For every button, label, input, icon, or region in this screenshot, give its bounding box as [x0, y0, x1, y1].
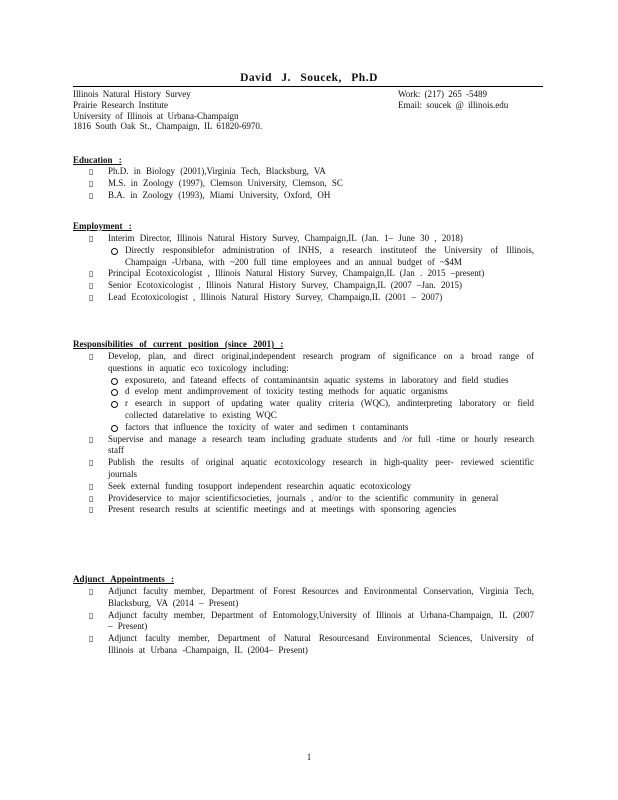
list-item: ▯ M.S. in Zoology (1997), Clemson University, Clemson, SC: [89, 177, 343, 188]
circle-bullet-icon: [111, 425, 118, 432]
employment-list: [89, 233, 534, 304]
bullet-icon: ▯: [89, 352, 94, 361]
list-item: ▯ Ph.D. in Biology (2001),Virginia Tech, Blacksburg, VA: [89, 166, 326, 176]
bullet-icon: ▯: [89, 190, 94, 200]
education-heading: Education :: [73, 155, 122, 165]
list-item: ▯ Present research results at scientific meetings and at meetings with sponsoring agencies: [89, 504, 457, 515]
address-line: Prairie Research Institute: [73, 99, 168, 110]
sub-list-item: r esearch in support of updating water quality criteria (WQC), andinterpreting laboratory or field collected datarelative to existing WQC: [111, 398, 534, 422]
address-block: [73, 89, 262, 132]
bullet-icon: ▯: [89, 634, 94, 644]
cv-name: David J. Soucek, Ph.D: [240, 72, 378, 84]
sub-list-item: Directly responsiblefor administration of INHS, a research instituteof the University of Illinois, Champaign -Urbana, with ~200 full time employees and an annual budget of ~$4M: [111, 245, 534, 269]
adjunct-list: [89, 586, 534, 657]
circle-bullet-icon: [111, 389, 118, 396]
education-list: [89, 166, 534, 201]
bullet-icon: ▯: [89, 281, 94, 291]
page-number: 1: [306, 752, 312, 762]
address-line: University of Illinois at Urbana-Champaign: [73, 110, 239, 121]
list-item: ▯ Adjunct faculty member, Department of Natural Resourcesand Environmental Sciences, University of Illinois at Urbana -Champaign, IL (2004– Present): [89, 633, 534, 655]
bullet-icon: ▯: [89, 178, 94, 188]
circle-bullet-icon: [111, 378, 118, 385]
list-item: ▯ Lead Ecotoxicologist , Illinois Natural History Survey, Champaign,IL (2001 – 2007): [89, 291, 443, 302]
list-item: ▯ Adjunct faculty member, Department of Entomology,University of Illinois at Urbana-Champaign, IL (2007 – Present): [89, 609, 534, 632]
list-item: ▯ Supervise and manage a research team including graduate students and /or full -time or hourly research staff: [89, 433, 534, 456]
email: Email: soucek @ illinois.edu: [398, 99, 509, 110]
sub-list-item: exposureto, and fateand effects of contaminantsin aquatic systems in laboratory and field studies: [111, 375, 534, 387]
list-item: ▯ Seek external funding tosupport independent researchin aquatic ecotoxicology: [89, 480, 412, 491]
bullet-icon: ▯: [89, 587, 94, 596]
responsibilities-heading: Responsibilities of current position (since 2001) :: [73, 339, 284, 349]
list-item: ▯ B.A. in Zoology (1993), Miami University, Oxford, OH: [89, 189, 331, 200]
employment-heading: Employment :: [73, 221, 132, 231]
circle-bullet-icon: [111, 401, 118, 408]
list-item: ▯ Develop, plan, and direct original,independent research program of significance on a broad range of questions in aquatic eco toxicology including:: [89, 351, 534, 373]
responsibilities-list: [89, 351, 534, 516]
header-rule: [73, 86, 543, 87]
list-item: ▯ Provideservice to major scientificsocieties, journals , and/or to the scientific community in general: [89, 492, 499, 503]
sub-list-item: d evelop ment andimprovement of toxicity testing methods for aquatic organisms: [111, 386, 534, 398]
list-item: ▯ Publish the results of original aquatic ecotoxicology research in high-quality peer- reviewed scientific journals: [89, 457, 534, 479]
sub-list-item: factors that influence the toxicity of water and sedimen t contaminants: [111, 422, 534, 434]
address-line: 1816 South Oak St., Champaign, IL 61820-6970.: [73, 121, 263, 132]
list-item: ▯ Principal Ecotoxicologist , Illinois Natural History Survey, Champaign,IL (Jan . 2015 –present): [89, 268, 485, 279]
list-item: ▯ Senior Ecotoxicologist , Illinois Natural History Survey, Champaign,IL (2007 –Jan. 2015): [89, 280, 463, 291]
work-phone: Work: (217) 265 -5489: [398, 89, 488, 99]
list-item: ▯ Interim Director, Illinois Natural History Survey, Champaign,IL (Jan. 1– June 30 , 2018): [89, 233, 463, 243]
adjunct-heading: Adjunct Appointments :: [73, 574, 175, 584]
circle-bullet-icon: [111, 248, 118, 255]
bullet-icon: ▯: [89, 434, 94, 444]
list-item: ▯ Adjunct faculty member, Department of Forest Resources and Environmental Conservation, Virginia Tech, Blacksburg, VA (2014 – Present): [89, 586, 534, 608]
address-line: Illinois Natural History Survey: [73, 89, 191, 99]
bullet-icon: ▯: [89, 269, 94, 279]
contact-block: [398, 89, 508, 111]
bullet-icon: ▯: [89, 493, 94, 503]
bullet-icon: ▯: [89, 481, 94, 491]
bullet-icon: ▯: [89, 458, 94, 468]
bullet-icon: ▯: [89, 167, 94, 176]
bullet-icon: ▯: [89, 505, 94, 515]
bullet-icon: ▯: [89, 292, 94, 302]
bullet-icon: ▯: [89, 610, 94, 620]
bullet-icon: ▯: [89, 234, 94, 243]
